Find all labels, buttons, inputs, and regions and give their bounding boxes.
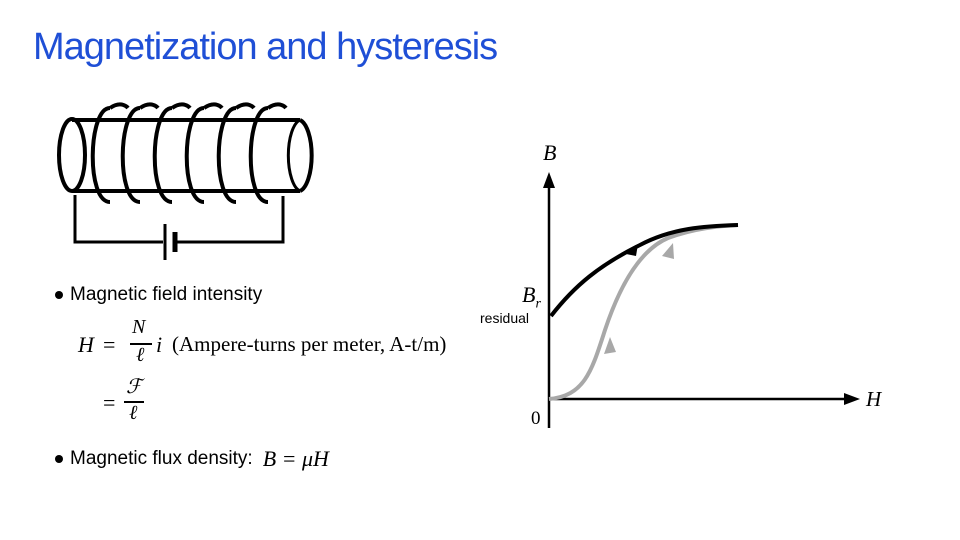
- remanence-subscript: r: [535, 296, 541, 312]
- solenoid: [59, 104, 312, 260]
- x-axis-label: H: [866, 387, 882, 411]
- magnetization-curve: [549, 225, 738, 399]
- x-axis-arrowhead: [844, 393, 860, 405]
- origin-label: 0: [531, 408, 541, 429]
- eq-i: i: [156, 332, 163, 357]
- eq-equals-1: =: [103, 332, 116, 357]
- eq-F: ℱ: [126, 376, 142, 398]
- eq-ell-2: ℓ: [129, 402, 138, 424]
- y-axis-label: B: [543, 140, 557, 165]
- flux-density-text: Magnetic flux density:: [70, 448, 253, 469]
- demagnetization-curve: [551, 225, 738, 316]
- magnetization-arrow-1: [604, 337, 616, 354]
- remanence-symbol: B: [522, 282, 536, 307]
- flux-density-equation: B = μH: [262, 446, 329, 471]
- y-axis-arrowhead: [543, 172, 555, 188]
- left-lead-wire: [75, 195, 163, 242]
- eq-units: (Ampere-turns per meter, A-t/m): [172, 332, 447, 356]
- magnetization-arrow-2: [662, 243, 674, 259]
- remanence-label: [522, 282, 541, 312]
- core-right-end: [300, 120, 312, 191]
- eq-H: H: [78, 332, 94, 357]
- core-left-end: [59, 119, 85, 191]
- residual-label: residual: [480, 310, 530, 326]
- bullet-dot: [55, 455, 63, 463]
- bullet-dot: [55, 291, 63, 299]
- bullet-field-intensity: [55, 284, 262, 306]
- graph-axes: [543, 172, 860, 428]
- eq-ell: ℓ: [136, 344, 145, 366]
- slide-title: Magnetization and hysteresis: [33, 26, 498, 68]
- eq-N: N: [132, 316, 146, 338]
- eq-equals-2: =: [103, 390, 116, 415]
- field-intensity-text: Magnetic field intensity: [70, 284, 263, 305]
- bullet-flux-density: [55, 446, 329, 472]
